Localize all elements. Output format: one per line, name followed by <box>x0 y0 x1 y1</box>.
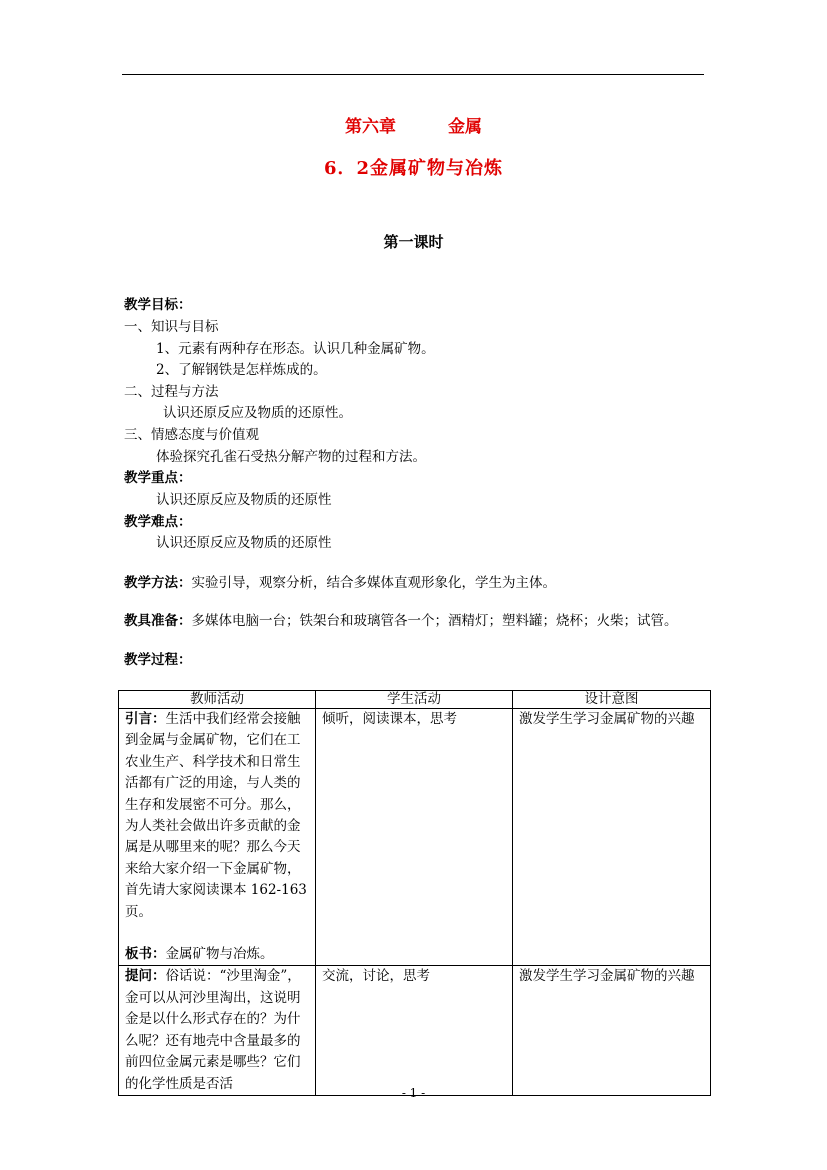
tools-text: 多媒体电脑一台；铁架台和玻璃管各一个；酒精灯；塑料罐；烧杯；火柴；试管。 <box>191 613 678 629</box>
tools-line <box>124 612 678 630</box>
goal-item: 二、过程与方法 <box>124 384 219 400</box>
student-cell: 倾听，阅读课本，思考 <box>316 709 513 966</box>
key-point-text: 认识还原反应及物质的还原性 <box>156 492 332 508</box>
difficult-point-text: 认识还原反应及物质的还原性 <box>156 535 332 551</box>
chapter-number: 第六章 <box>345 117 396 137</box>
goal-item: 体验探究孔雀石受热分解产物的过程和方法。 <box>156 449 426 465</box>
process-table <box>118 690 711 1096</box>
goals-heading: 教学目标： <box>124 297 192 313</box>
chapter-name: 金属 <box>448 117 482 137</box>
table-row <box>119 966 711 1095</box>
lesson-title: 第一课时 <box>383 233 444 251</box>
section-title: 6．2金属矿物与冶炼 <box>323 158 504 179</box>
tools-label: 教具准备： <box>124 613 192 629</box>
goal-item: 认识还原反应及物质的还原性。 <box>163 405 352 421</box>
method-label: 教学方法： <box>124 575 192 591</box>
page-number: - 1 - <box>401 1086 426 1100</box>
method-text: 实验引导，观察分析，结合多媒体直观形象化，学生为主体。 <box>191 575 556 591</box>
intro-label: 引言： <box>125 711 166 727</box>
question-text: 俗话说：“沙里淘金”，金可以从河沙里淘出，这说明金是以什么形式存在的？为什么呢？还有地壳中含量最多的前四位金属元素是哪些？它们的化学性质是否活 <box>125 968 301 1092</box>
table-header-row <box>119 691 711 709</box>
board-label: 板书： <box>125 946 166 963</box>
goal-item: 2、了解钢铁是怎样炼成的。 <box>156 362 327 378</box>
difficult-point-label: 教学难点： <box>124 514 192 530</box>
question-label: 提问： <box>125 968 166 985</box>
process-label: 教学过程： <box>124 652 192 668</box>
board-text: 金属矿物与冶炼。 <box>165 946 274 963</box>
chapter-title <box>0 112 827 137</box>
column-header-intent: 设计意图 <box>513 691 711 709</box>
header-rule <box>122 74 704 75</box>
column-header-teacher: 教师活动 <box>119 691 316 709</box>
student-cell: 交流，讨论，思考 <box>316 966 513 1095</box>
table-row <box>119 709 711 966</box>
key-point-label: 教学重点： <box>124 470 192 486</box>
goal-item: 三、情感态度与价值观 <box>124 427 259 443</box>
method-line <box>124 574 556 592</box>
teacher-cell <box>119 966 316 1095</box>
column-header-student: 学生活动 <box>316 691 513 709</box>
goal-item: 1、元素有两种存在形态。认识几种金属矿物。 <box>156 341 435 357</box>
goal-item: 一、知识与目标 <box>124 319 219 335</box>
intent-cell: 激发学生学习金属矿物的兴趣 <box>513 966 711 1095</box>
intent-cell: 激发学生学习金属矿物的兴趣 <box>513 709 711 966</box>
teacher-cell <box>119 709 316 966</box>
intro-text: 生活中我们经常会接触到金属与金属矿物，它们在工农业生产、科学技术和日常生活都有广泛的用途，与人类的生存和发展密不可分。那么，为人类社会做出许多贡献的金属是从哪里来的呢？那么今天来给大家介绍一下金属矿物，首先请大家阅读课本 162-163 页。 <box>125 711 307 920</box>
